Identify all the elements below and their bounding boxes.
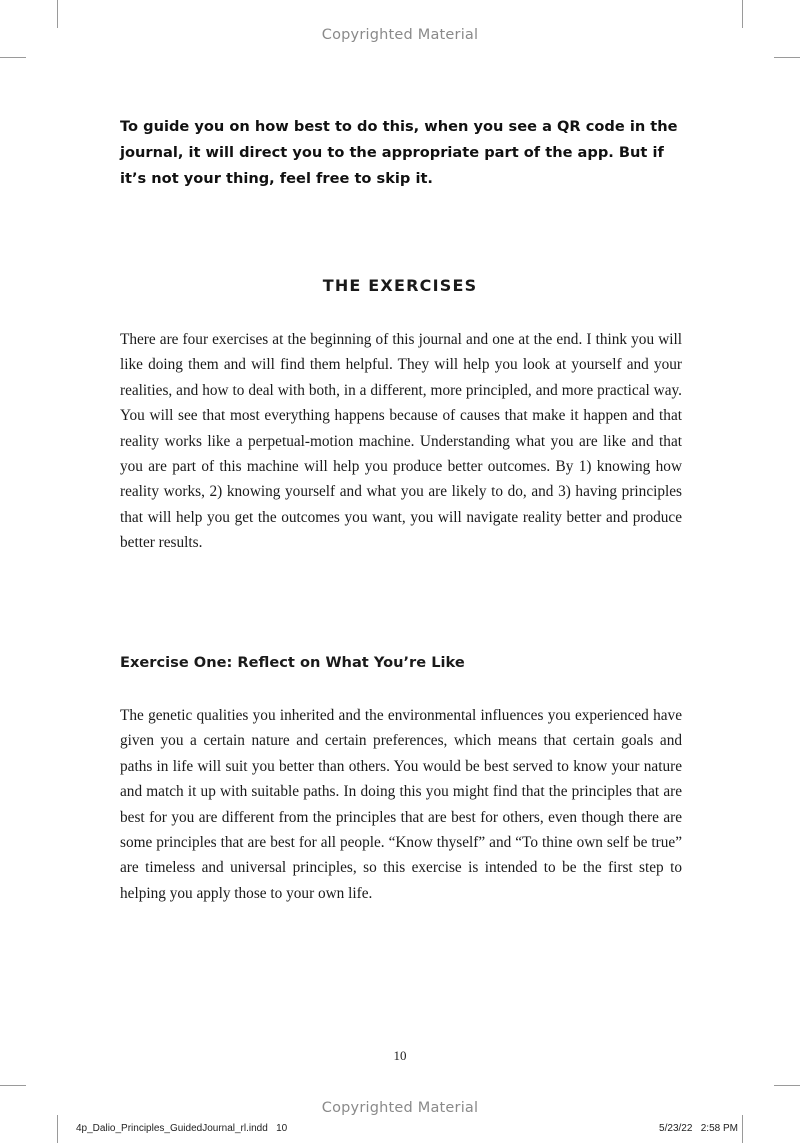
watermark-bottom: Copyrighted Material [321, 1100, 479, 1116]
slug-timestamp: 5/23/22 2:58 PM [659, 1123, 738, 1134]
section-title: THE EXERCISES [322, 276, 478, 295]
crop-mark-top-left [57, 0, 58, 28]
crop-mark-right-top [774, 57, 800, 58]
page-number: 10 [393, 1048, 407, 1063]
crop-mark-right-bottom [774, 1085, 800, 1086]
crop-mark-left-bottom [0, 1085, 26, 1086]
crop-mark-bottom-left [57, 1115, 58, 1143]
exercises-paragraph: There are four exercises at the beginning of this journal and one at the end. I think you will like doing them and will find them helpful. They will help you look at yourself and your realities, and how to deal with both, in a different, more principled, and more practical way. You will see that most everything happens because of causes that make it happen and that reality works like a perpetual-motion machine. Understanding what you are like and that you are part of this machine will help you produce better outcomes. By 1) knowing how reality works, 2) knowing yourself and what you are likely to do, and 3) having principles that will help you get the outcomes you want, you will navigate reality better and produce better results. [120, 331, 682, 552]
crop-mark-bottom-right [742, 1115, 743, 1143]
slug-file-name: 4p_Dalio_Principles_GuidedJournal_rl.indd 10 [76, 1123, 288, 1134]
exercise-one-paragraph: The genetic qualities you inherited and the environmental influences you experienced have given you a certain nature and certain preferences, which means that certain goals and paths in life will suit you better than others. You would be best served to know your nature and match it up with suitable paths. In doing this you might find that the principles that are best for you are different from the principles that are best for others, even though there are some principles that are best for all people. “Know thyself” and “To thine own self be true” are timeless and universal principles, so this exercise is intended to be the first step to helping you apply those to your own life. [120, 707, 682, 902]
crop-mark-top-right [742, 0, 743, 28]
intro-paragraph: To guide you on how best to do this, when you see a QR code in the journal, it will direct you to the appropriate part of the app. But if it’s not your thing, feel free to skip it. [120, 118, 678, 187]
crop-mark-left-top [0, 57, 26, 58]
watermark-top: Copyrighted Material [321, 27, 479, 43]
exercise-one-heading: Exercise One: Reflect on What You’re Like [120, 654, 465, 671]
